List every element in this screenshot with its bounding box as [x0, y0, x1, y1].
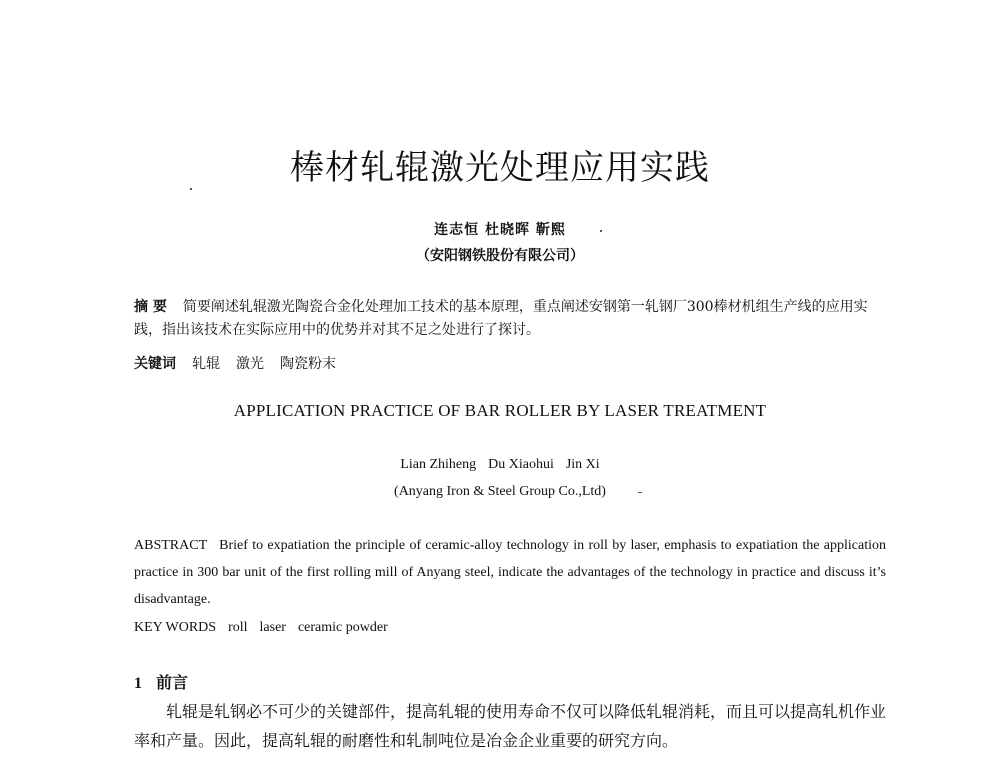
affiliation-en: (Anyang Iron & Steel Group Co.,Ltd): [394, 484, 606, 499]
section-number: 1: [134, 675, 142, 692]
abstract-en-text: Brief to expatiation the principle of ceramic-alloy technology in roll by laser, emphasis to expatiation the application practice in 300 bar unit of the first rolling mill of Anyang steel, indicate the advantages of the technology in practice and discuss it’s disadvantage.: [134, 538, 886, 607]
section-heading: [134, 670, 188, 693]
author-en: Jin Xi: [565, 457, 600, 472]
keyword-en: roll: [228, 620, 248, 635]
keywords-cn-label: 关键词: [134, 356, 176, 372]
author-en: Du Xiaohui: [488, 457, 554, 472]
author-en: Lian Zhiheng: [400, 457, 477, 472]
affiliation-cn: （安阳钢铁股份有限公司）: [416, 248, 584, 264]
keyword-cn: 轧辊: [192, 356, 220, 372]
abstract-cn: [134, 296, 886, 342]
keywords-cn: [134, 353, 886, 376]
paper-title-cn: 棒材轧辊激光处理应用实践: [290, 148, 710, 188]
keyword-en: ceramic powder: [297, 620, 388, 635]
intro-paragraph: 轧辊是轧钢必不可少的关键部件，提高轧辊的使用寿命不仅可以降低轧辊消耗，而且可以提高轧机作业率和产量。因此，提高轧辊的耐磨性和轧制吨位是冶金企业重要的研究方向。: [134, 702, 887, 750]
abstract-en: [134, 532, 886, 613]
authors-en: [0, 457, 1000, 473]
paper-title-en: APPLICATION PRACTICE OF BAR ROLLER BY LASER TREATMENT: [233, 401, 767, 420]
abstract-cn-label: 摘 要: [134, 299, 167, 315]
keywords-en: [134, 614, 886, 641]
authors-cn: 连志恒 杜晓晖 靳熙: [434, 222, 566, 238]
keywords-en-label: KEY WORDS: [134, 620, 217, 635]
section-title: 前言: [156, 673, 189, 692]
abstract-cn-text: 简要阐述轧辊激光陶瓷合金化处理加工技术的基本原理，重点阐述安钢第一轧钢厂300棒材机组生产线的应用实践，指出该技术在实际应用中的优势并对其不足之处进行了探讨。: [134, 299, 868, 338]
abstract-en-label: ABSTRACT: [134, 538, 208, 553]
keyword-cn: 激光: [236, 356, 264, 372]
keyword-cn: 陶瓷粉末: [280, 356, 336, 372]
keyword-en: laser: [259, 620, 286, 635]
